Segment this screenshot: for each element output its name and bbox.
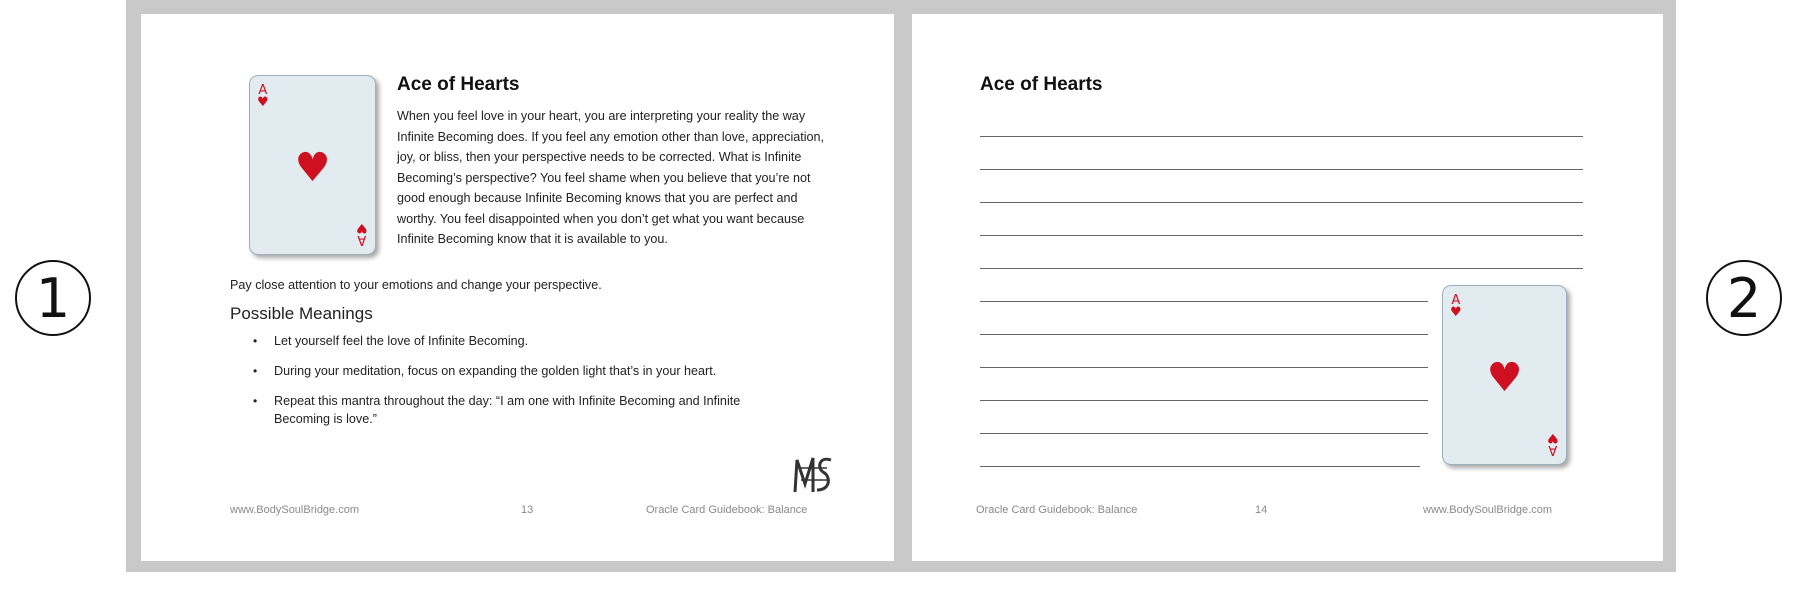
footer-website: www.BodySoulBridge.com	[1423, 504, 1553, 516]
footer-book-title: Oracle Card Guidebook: Balance	[976, 504, 1138, 516]
list-item-text: Repeat this mantra throughout the day: “I am one with Infinite Becoming and Infinite Becoming is love.”	[274, 394, 741, 426]
bullet-icon: •	[253, 334, 258, 348]
writing-line	[980, 367, 1428, 368]
writing-line	[980, 136, 1583, 137]
heart-icon: ♥	[294, 145, 331, 191]
ace-of-hearts-card	[249, 75, 376, 255]
bullet-icon: •	[253, 394, 258, 408]
page-marker-1: 1	[15, 260, 91, 336]
card-corner-top	[257, 85, 269, 109]
heart-icon: ♥	[1450, 305, 1462, 320]
page-title: Ace of Hearts	[980, 74, 1103, 95]
list-item-text: During your meditation, focus on expanding the golden light that’s in your heart.	[274, 364, 717, 378]
heart-icon: ♥	[257, 95, 269, 110]
card-rank: A	[1548, 442, 1558, 457]
writing-line	[980, 400, 1428, 401]
writing-line	[980, 466, 1420, 467]
card-rank: A	[357, 232, 367, 247]
heart-icon: ♥	[1486, 355, 1523, 401]
card-corner-bottom	[1547, 431, 1559, 455]
page-number: 14	[1255, 504, 1268, 516]
meanings-list	[230, 332, 790, 440]
list-item	[230, 332, 790, 350]
writing-line	[980, 235, 1583, 236]
card-corner-bottom	[356, 221, 368, 245]
footer-website: www.BodySoulBridge.com	[230, 504, 360, 516]
writing-line	[980, 433, 1428, 434]
stylized-monogram-logo-icon	[791, 454, 835, 496]
footer-book-title: Oracle Card Guidebook: Balance	[646, 504, 808, 516]
card-corner-top	[1450, 295, 1462, 319]
writing-line	[980, 334, 1428, 335]
card-description: When you feel love in your heart, you are interpreting your reality the way Infinite Becoming does. If you feel any emotion other than love, appreciation, joy, or bliss, then your perspective needs to be corrected. What is Infinite Becoming’s perspective? You feel shame when you believe that you’re not good enough because Infinite Becoming knows that you are perfect and worthy. You feel disappointed when you don’t get what you want because Infinite Becoming know that it is available to you.	[397, 109, 825, 246]
page-marker-2: 2	[1706, 260, 1782, 336]
card-rank: A	[1451, 293, 1461, 308]
bullet-icon: •	[253, 364, 258, 378]
writing-line	[980, 202, 1583, 203]
ace-of-hearts-card	[1442, 285, 1567, 465]
writing-line	[980, 268, 1583, 269]
left-page	[141, 14, 894, 561]
advice-paragraph: Pay close attention to your emotions and change your perspective.	[230, 278, 602, 292]
heart-icon: ♥	[356, 220, 368, 235]
page-title: Ace of Hearts	[397, 74, 520, 95]
right-page	[912, 14, 1663, 561]
list-item	[230, 392, 790, 428]
list-item	[230, 362, 790, 380]
writing-line	[980, 301, 1428, 302]
list-item-text: Let yourself feel the love of Infinite Becoming.	[274, 334, 529, 348]
heart-icon: ♥	[1547, 430, 1559, 445]
section-heading: Possible Meanings	[230, 304, 373, 323]
page-number: 13	[521, 504, 534, 516]
card-rank: A	[258, 83, 268, 98]
writing-line	[980, 169, 1583, 170]
